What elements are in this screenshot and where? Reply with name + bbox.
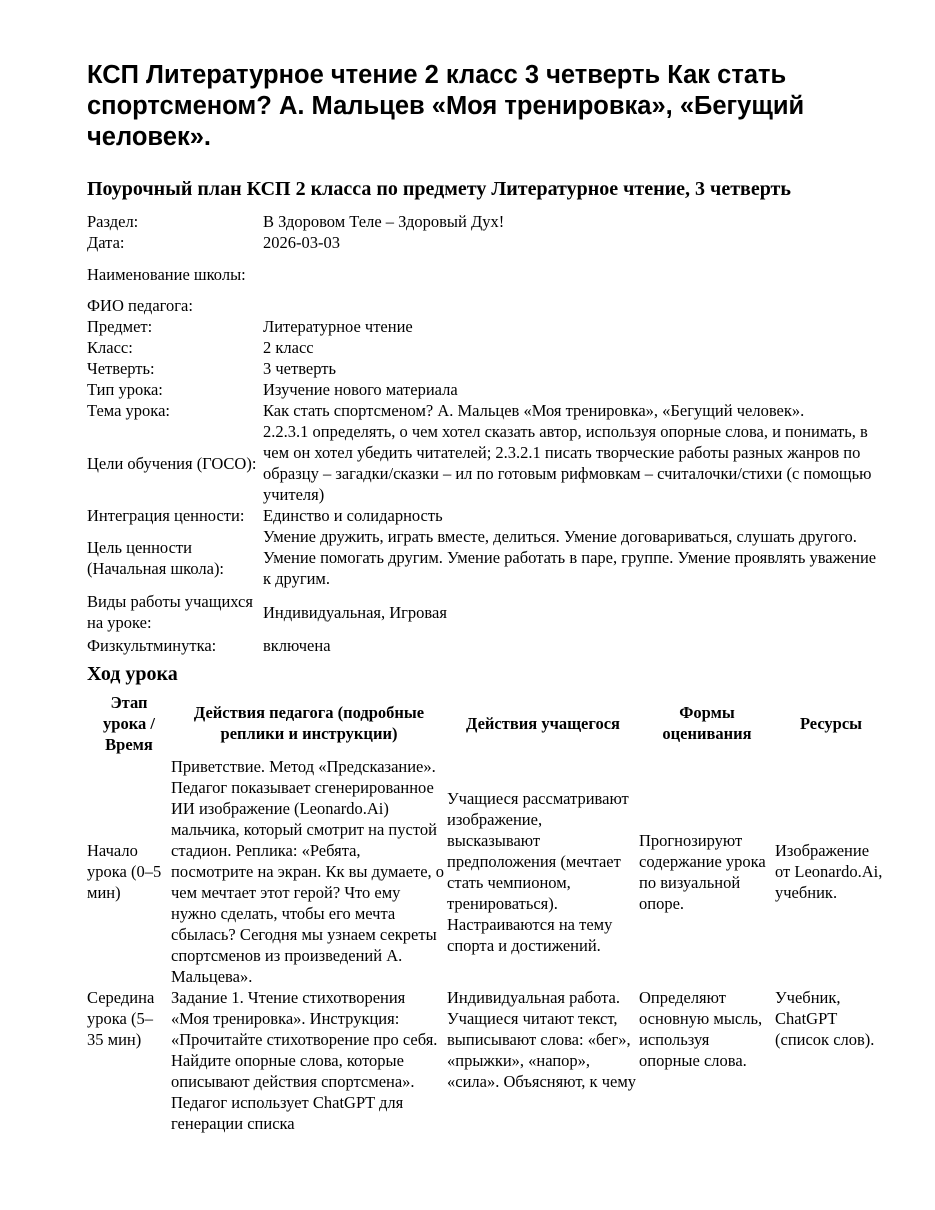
info-row: [87, 316, 887, 337]
plan-subtitle: Поурочный план КСП 2 класса по предмету Литературное чтение, 3 четверть: [87, 178, 791, 200]
info-value: 2 класс: [263, 338, 314, 357]
table-header-row: [87, 690, 887, 756]
info-value: [263, 253, 887, 295]
teacher-actions-cell: Задание 1. Чтение стихотворения «Моя тренировка». Инструкция: «Прочитайте стихотворение про себя. Найдите опорные слова, которые описывают действия спортсмена». Педагог использует ChatGPT для генерации списка: [171, 988, 438, 1133]
lesson-flow-table: [87, 690, 887, 1134]
info-value: 2026-03-03: [263, 233, 340, 252]
info-row: [87, 400, 887, 421]
info-row: [87, 421, 887, 505]
lesson-flow-heading: Ход урока: [87, 663, 178, 685]
info-row: [87, 505, 887, 526]
assessment-cell: Прогнозируют содержание урока по визуальной опоре.: [639, 830, 766, 913]
info-value: Индивидуальная, Игровая: [263, 602, 447, 622]
info-key: Тема урока:: [87, 401, 170, 420]
info-row: [87, 635, 887, 656]
info-value: В Здоровом Теле – Здоровый Дух!: [263, 212, 505, 231]
info-key: Раздел:: [87, 212, 139, 231]
info-value: 2.2.3.1 определять, о чем хотел сказать автор, используя опорные слова, и понимать, в чем он хотел убедить читателей; 2.3.2.1 писать творческие работы разных жанров по образцу – загадки/сказки – ил по готовым рифмовкам – считалочки/стихи (с помощью учителя): [263, 422, 872, 504]
info-row: [87, 358, 887, 379]
resources-cell: Учебник, ChatGPT (список слов).: [775, 988, 875, 1049]
info-key: Наименование школы:: [87, 264, 246, 284]
document-page: [87, 60, 887, 1134]
info-key: ФИО педагога:: [87, 296, 193, 315]
teacher-actions-cell: Приветствие. Метод «Предсказание». Педагог показывает сгенерированное ИИ изображение (Leonardo.Ai) мальчика, который смотрит на пустой стадион. Реплика: «Ребята, посмотрите на экран. Кк вы думаете, о чем мечтает этот герой? Что ему нужно сделать, чтобы его мечта сбылась? Сегодня мы узнаем секреты спортсменов из произведений А. Мальцева».: [171, 757, 445, 986]
info-key: Тип урока:: [87, 380, 163, 399]
info-row: [87, 253, 887, 295]
info-key: Дата:: [87, 233, 125, 252]
info-key: Интеграция ценности:: [87, 506, 245, 525]
info-row: [87, 211, 887, 232]
info-row: [87, 337, 887, 358]
info-value: Единство и солидарность: [263, 506, 443, 525]
resources-cell: Изображение от Leonardo.Ai, учебник.: [775, 841, 883, 902]
info-row: [87, 379, 887, 400]
student-actions-cell: Учащиеся рассматривают изображение, высказывают предположения (мечтает стать чемпионом, тренироваться). Настраиваются на тему спорта и достижений.: [447, 788, 629, 955]
info-key: Виды работы учащихся на уроке:: [87, 592, 253, 632]
info-value: 3 четверть: [263, 359, 336, 378]
column-header-student-actions: Действия учащегося: [466, 713, 620, 733]
info-value: Изучение нового материала: [263, 380, 458, 399]
table-row: [87, 987, 887, 1134]
info-value: включена: [263, 636, 331, 655]
column-header-resources: Ресурсы: [799, 713, 863, 733]
info-value: [263, 295, 887, 316]
info-key: Физкультминутка:: [87, 636, 217, 655]
column-header-teacher-actions: Действия педагога (подробные реплики и инструкции): [193, 703, 425, 743]
info-row: [87, 526, 887, 589]
info-value: Литературное чтение: [263, 317, 413, 336]
info-key: Цели обучения (ГОСО):: [87, 453, 257, 473]
info-key: Предмет:: [87, 317, 153, 336]
student-actions-cell: Индивидуальная работа. Учащиеся читают текст, выписывают слова: «бег», «прыжки», «напор», «сила». Объясняют, к чему: [447, 988, 637, 1091]
info-value: Умение дружить, играть вместе, делиться. Умение договариваться, слушать другого. Умение помогать другим. Умение работать в паре, группе. Умение проявлять уважение к другим.: [263, 527, 877, 588]
info-key: Цель ценности (Начальная школа):: [87, 537, 225, 578]
info-key: Четверть:: [87, 359, 155, 378]
info-value: Как стать спортсменом? А. Мальцев «Моя тренировка», «Бегущий человек».: [263, 401, 805, 420]
stage-cell: Начало урока (0–5 мин): [87, 841, 162, 902]
info-key: Класс:: [87, 338, 133, 357]
column-header-assessment: Формы оценивания: [662, 703, 752, 743]
info-row: [87, 295, 887, 316]
document-title: КСП Литературное чтение 2 класс 3 четверть Как стать спортсменом? А. Мальцев «Моя тренировка», «Бегущий человек».: [87, 61, 805, 151]
column-header-stage: Этап урока / Время: [103, 692, 155, 754]
info-row: [87, 589, 887, 635]
lesson-info-table: [87, 211, 887, 656]
stage-cell: Середина урока (5–35 мин): [87, 988, 155, 1049]
info-row: [87, 232, 887, 253]
assessment-cell: Определяют основную мысль, используя опорные слова.: [639, 988, 763, 1070]
table-row: [87, 756, 887, 987]
